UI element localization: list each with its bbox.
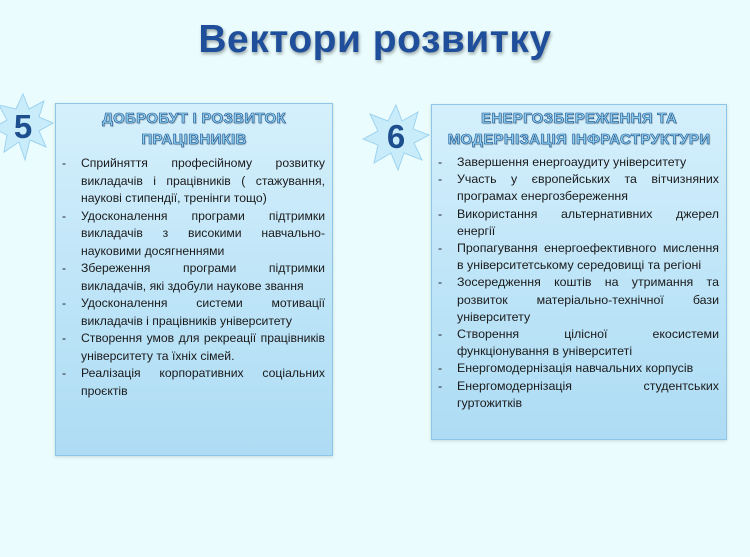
panel-heading: ЕНЕРГОЗБЕРЕЖЕННЯ ТА МОДЕРНІЗАЦІЯ ІНФРАСТРУКТУРИ <box>447 110 711 148</box>
list-item: - Участь у європейських та вітчизняних програмах енергозбереження <box>436 171 719 205</box>
list-item: - Удосконалення системи мотивації викладачів і працівників університету <box>60 295 325 330</box>
panel-energy <box>431 104 727 440</box>
list-item: - Створення умов для рекреації працівників університету та їхніх сімей. <box>60 330 325 365</box>
bullet-list <box>432 154 726 412</box>
list-item: - Збереження програми підтримки викладачів, які здобули наукове звання <box>60 260 325 295</box>
list-item: - Реалізація корпоративних соціальних проєктів <box>60 365 325 400</box>
list-item: - Завершення енергоаудиту університету <box>436 154 719 171</box>
bullet-list <box>56 155 332 400</box>
slide-title: Вектори розвитку <box>198 18 552 61</box>
list-item: - Енергомодернізація навчальних корпусів <box>436 360 719 377</box>
number-badge-5 <box>0 92 54 162</box>
list-item: - Удосконалення програми підтримки викладачів з високими навчально-науковими досягненнями <box>60 208 325 261</box>
list-item: - Використання альтернативних джерел енергії <box>436 206 719 240</box>
badge-number: 5 <box>13 108 33 145</box>
list-item: - Створення цілісної екосистеми функціонування в університеті <box>436 326 719 360</box>
list-item: - Сприйняття професійному розвитку викладачів і працівників ( стажування, наукові стипендії, тренінги тощо) <box>60 155 325 208</box>
panel-wellbeing <box>55 103 333 456</box>
list-item: - Зосередження коштів на утримання та розвиток матеріально-технічної бази університету <box>436 274 719 326</box>
panel-heading: ДОБРОБУТ І РОЗВИТОК ПРАЦІВНИКІВ <box>102 110 286 148</box>
number-badge-6 <box>362 103 430 171</box>
badge-number: 6 <box>386 118 406 155</box>
list-item: - Енергомодернізація студентських гуртожитків <box>436 378 719 412</box>
list-item: - Пропагування енергоефективного мислення в університетському середовищі та регіоні <box>436 240 719 274</box>
